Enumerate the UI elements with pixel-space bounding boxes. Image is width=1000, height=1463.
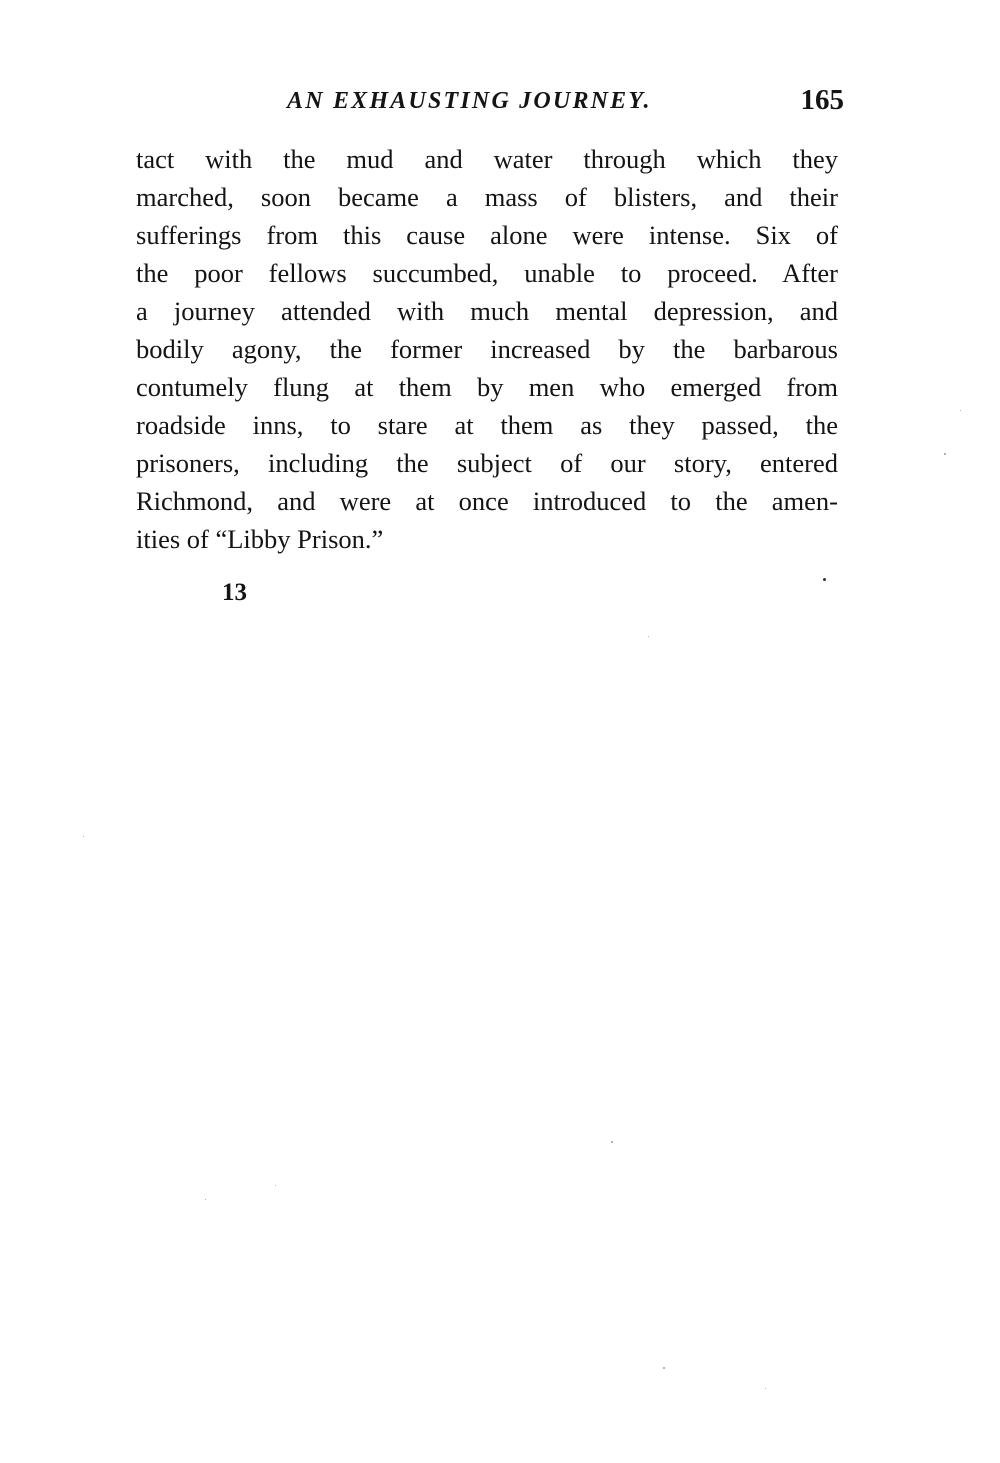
text-line: the poor fellows succumbed, unable to proceed. After — [136, 258, 838, 288]
text-line: a journey attended with much mental depression, and — [136, 296, 838, 326]
body-paragraph — [136, 140, 838, 558]
text-line-last: ities of “Libby Prison.” — [136, 524, 384, 554]
text-line: marched, soon became a mass of blisters, and their — [136, 182, 838, 212]
scan-speck — [765, 1388, 766, 1389]
scan-speck — [944, 453, 946, 455]
text-line: sufferings from this cause alone were intense. Six of — [136, 220, 838, 250]
scan-speck — [275, 1185, 276, 1186]
text-line: Richmond, and were at once introduced to the amen- — [136, 486, 838, 516]
text-line: tact with the mud and water through which they — [136, 144, 838, 174]
page-number: 165 — [800, 84, 844, 116]
signature-mark: 13 — [222, 579, 247, 606]
scan-speck — [648, 636, 649, 637]
running-head-title: AN EXHAUSTING JOURNEY. — [287, 88, 652, 114]
text-line: prisoners, including the subject of our story, entered — [136, 448, 838, 478]
text-line: roadside inns, to stare at them as they passed, the — [136, 410, 838, 440]
scan-speck — [823, 578, 826, 581]
scan-speck — [611, 1141, 613, 1143]
scan-speck — [205, 1199, 206, 1200]
text-line: bodily agony, the former increased by the barbarous — [136, 334, 838, 364]
text-line: contumely flung at them by men who emerged from — [136, 372, 838, 402]
scan-speck — [663, 1367, 665, 1369]
scan-speck — [960, 410, 961, 411]
scan-speck — [83, 836, 84, 837]
